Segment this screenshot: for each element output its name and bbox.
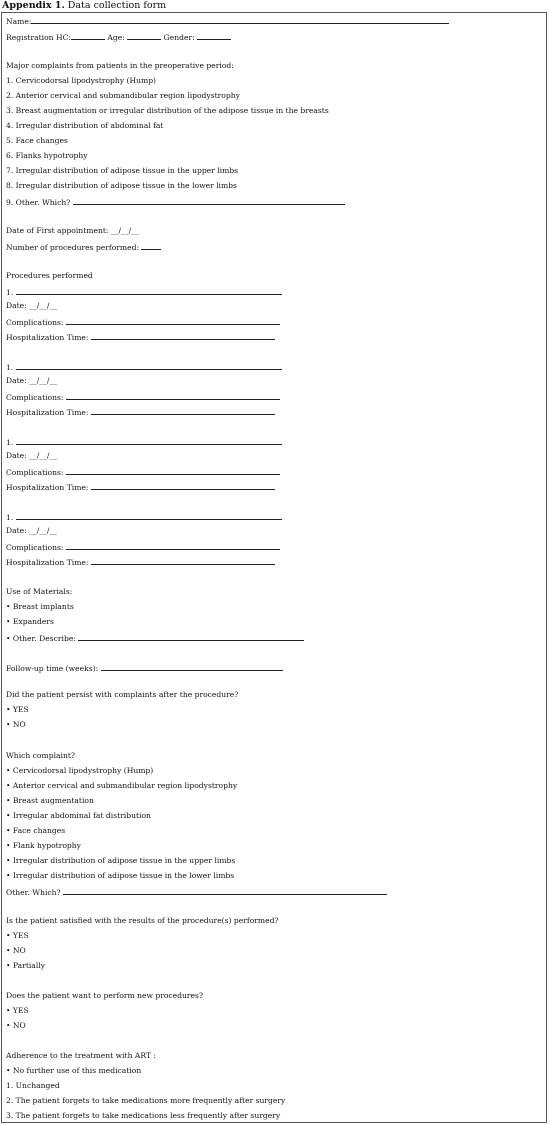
hospitalization-field[interactable]	[91, 556, 275, 565]
hospitalization-row	[6, 331, 275, 343]
num-procedures-row	[6, 241, 161, 253]
procedure-number-row	[6, 436, 282, 448]
appendix-label: Appendix 1.	[2, 0, 65, 11]
complaint-item: 3. Breast augmentation or irregular distribution of the adipose tissue in the breasts	[6, 106, 329, 115]
adherence-option[interactable]: 2. The patient forgets to take medications more frequently after surgery	[6, 1096, 286, 1105]
adherence-option[interactable]: 1. Unchanged	[6, 1081, 60, 1090]
complications-label: Complications:	[6, 468, 64, 477]
persist-question: Did the patient persist with complaints after the procedure?	[6, 690, 239, 699]
complaint-other-label: 9. Other. Which?	[6, 198, 71, 207]
hospitalization-label: Hospitalization Time:	[6, 333, 89, 342]
adherence-option[interactable]: • No further use of this medication	[6, 1066, 142, 1075]
which-complaint-option[interactable]: • Irregular abdominal fat distribution	[6, 811, 151, 820]
material-option[interactable]: • Expanders	[6, 617, 54, 626]
hospitalization-label: Hospitalization Time:	[6, 558, 89, 567]
procedure-date: Date: __/__/__	[6, 301, 58, 310]
other-which-label: Other. Which?	[6, 888, 61, 897]
complaint-item: 2. Anterior cervical and submandibular region lipodystrophy	[6, 91, 240, 100]
hospitalization-label: Hospitalization Time:	[6, 483, 89, 492]
material-other-label[interactable]: • Other. Describe:	[6, 634, 76, 643]
complications-row	[6, 391, 280, 403]
num-procedures-label: Number of procedures performed:	[6, 243, 140, 252]
complications-label: Complications:	[6, 393, 64, 402]
materials-heading: Use of Materials:	[6, 587, 73, 596]
name-field[interactable]	[31, 15, 449, 24]
num-procedures-field[interactable]	[141, 241, 161, 250]
form-title	[2, 0, 166, 12]
which-complaint-option[interactable]: • Breast augmentation	[6, 796, 94, 805]
new-procedures-no-option[interactable]: • NO	[6, 1021, 26, 1030]
name-label: Name:	[6, 17, 32, 26]
complications-field[interactable]	[66, 316, 280, 325]
complaint-item: 4. Irregular distribution of abdominal fat	[6, 121, 164, 130]
complaint-item: 6. Flanks hypotrophy	[6, 151, 88, 160]
hospitalization-row	[6, 406, 275, 418]
age-field[interactable]	[127, 31, 161, 40]
persist-no-option[interactable]: • NO	[6, 720, 26, 729]
followup-row	[6, 662, 283, 674]
procedure-number-row	[6, 361, 282, 373]
first-appointment: Date of First appointment: __/__/__	[6, 226, 139, 235]
gender-label: Gender:	[163, 33, 195, 42]
procedure-field[interactable]	[16, 286, 282, 295]
procedure-field[interactable]	[16, 436, 282, 445]
which-complaint-option[interactable]: • Irregular distribution of adipose tissue in the lower limbs	[6, 871, 235, 880]
which-complaint-option[interactable]: • Irregular distribution of adipose tissue in the upper limbs	[6, 856, 236, 865]
procedure-number-row	[6, 511, 282, 523]
complaint-other-row	[6, 196, 345, 208]
procedure-number: 1.	[6, 438, 14, 447]
hospitalization-row	[6, 481, 275, 493]
age-label: Age:	[107, 33, 125, 42]
complications-row	[6, 316, 280, 328]
followup-field[interactable]	[101, 662, 283, 671]
new-procedures-question: Does the patient want to perform new procedures?	[6, 991, 204, 1000]
gender-field[interactable]	[197, 31, 231, 40]
form-title-text: Data collection form	[67, 0, 167, 11]
which-complaint-option[interactable]: • Face changes	[6, 826, 66, 835]
followup-label: Follow-up time (weeks):	[6, 664, 99, 673]
registration-field[interactable]	[71, 31, 105, 40]
which-complaint-option[interactable]: • Flank hypotrophy	[6, 841, 81, 850]
complaint-item: 5. Face changes	[6, 136, 68, 145]
complaints-heading: Major complaints from patients in the preoperative period:	[6, 61, 234, 70]
procedure-field[interactable]	[16, 361, 282, 370]
other-which-field[interactable]	[63, 886, 387, 895]
complications-label: Complications:	[6, 318, 64, 327]
adherence-heading: Adherence to the treatment with ART :	[6, 1051, 156, 1060]
hospitalization-field[interactable]	[91, 331, 275, 340]
complications-field[interactable]	[66, 466, 280, 475]
registration-label: Registration HC:	[6, 33, 71, 42]
procedure-date: Date: __/__/__	[6, 526, 58, 535]
hospitalization-row	[6, 556, 275, 568]
complications-field[interactable]	[66, 541, 280, 550]
hospitalization-field[interactable]	[91, 481, 275, 490]
hospitalization-field[interactable]	[91, 406, 275, 415]
complaint-item: 8. Irregular distribution of adipose tissue in the lower limbs	[6, 181, 237, 190]
complications-row	[6, 466, 280, 478]
complications-label: Complications:	[6, 543, 64, 552]
adherence-option[interactable]: 3. The patient forgets to take medications less frequently after surgery	[6, 1111, 281, 1120]
satisfied-yes-option[interactable]: • YES	[6, 931, 29, 940]
which-complaint-option[interactable]: • Anterior cervical and submandibular region lipodystrophy	[6, 781, 238, 790]
satisfied-partially-option[interactable]: • Partially	[6, 961, 45, 970]
procedure-number: 1.	[6, 288, 14, 297]
other-which-row	[6, 886, 387, 898]
procedure-field[interactable]	[16, 511, 282, 520]
satisfied-question: Is the patient satisfied with the results of the procedure(s) performed?	[6, 916, 279, 925]
procedure-date: Date: __/__/__	[6, 376, 58, 385]
complaint-item: 7. Irregular distribution of adipose tissue in the upper limbs	[6, 166, 239, 175]
satisfied-no-option[interactable]: • NO	[6, 946, 26, 955]
complaint-item: 1. Cervicodorsal lipodystrophy (Hump)	[6, 76, 157, 85]
procedures-heading: Procedures performed	[6, 271, 93, 280]
procedure-number: 1.	[6, 363, 14, 372]
hospitalization-label: Hospitalization Time:	[6, 408, 89, 417]
new-procedures-yes-option[interactable]: • YES	[6, 1006, 29, 1015]
material-option[interactable]: • Breast implants	[6, 602, 74, 611]
procedure-number: 1.	[6, 513, 14, 522]
complications-field[interactable]	[66, 391, 280, 400]
procedure-number-row	[6, 286, 282, 298]
material-other-field[interactable]	[78, 632, 304, 641]
which-complaint-heading: Which complaint?	[6, 751, 75, 760]
procedure-date: Date: __/__/__	[6, 451, 58, 460]
material-other-row	[6, 632, 304, 644]
persist-yes-option[interactable]: • YES	[6, 705, 29, 714]
complaint-other-field[interactable]	[73, 196, 345, 205]
name-row	[6, 15, 449, 27]
complications-row	[6, 541, 280, 553]
registration-row	[6, 31, 231, 43]
which-complaint-option[interactable]: • Cervicodorsal lipodystrophy (Hump)	[6, 766, 154, 775]
